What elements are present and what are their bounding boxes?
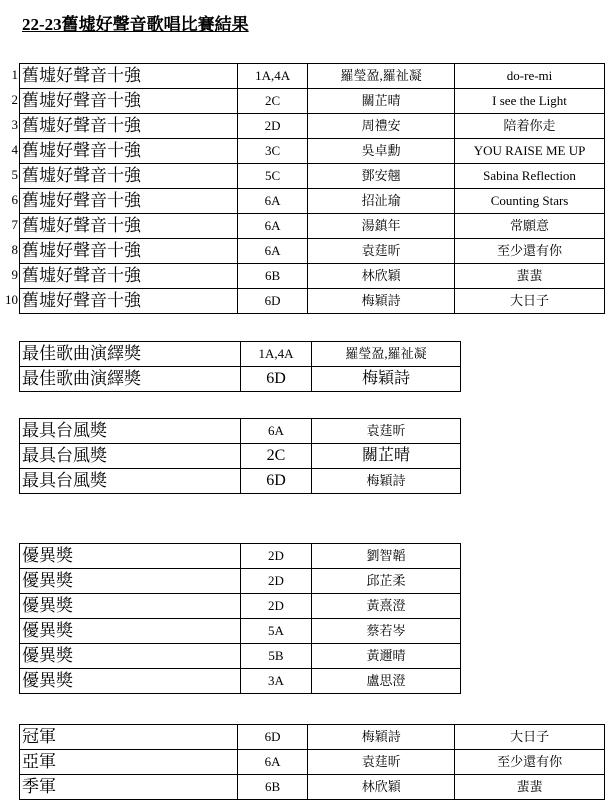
table-row [20, 594, 461, 619]
top-ten-table [19, 63, 605, 314]
table-row [20, 644, 461, 669]
name-cell: 鄧安翹 [308, 164, 455, 189]
winners-table [19, 724, 605, 800]
row-number: 7 [11, 217, 18, 232]
table-row [20, 750, 605, 775]
class-cell: 2D [241, 594, 312, 619]
table-row [20, 114, 605, 139]
name-cell: 袁莛昕 [308, 239, 455, 264]
class-cell: 1A,4A [238, 64, 308, 89]
class-cell: 2C [238, 89, 308, 114]
name-cell: 周禮安 [308, 114, 455, 139]
table-row [20, 64, 605, 89]
award-cell: 舊墟好聲音十強 [20, 114, 238, 139]
class-cell: 5A [241, 619, 312, 644]
song-cell: I see the Light [455, 89, 605, 114]
class-cell: 2D [241, 569, 312, 594]
name-cell: 關芷晴 [312, 444, 461, 469]
award-cell: 優異獎 [20, 544, 241, 569]
name-cell: 黃邇晴 [312, 644, 461, 669]
name-cell: 梅穎詩 [308, 725, 455, 750]
song-cell: 大日子 [455, 289, 605, 314]
name-cell: 招沚瑜 [308, 189, 455, 214]
class-cell: 6D [238, 289, 308, 314]
award-cell: 最具台風獎 [20, 469, 241, 494]
table-row [20, 544, 461, 569]
table-row [20, 189, 605, 214]
table-row [20, 139, 605, 164]
class-cell: 6D [238, 725, 308, 750]
song-cell: 陪着你走 [455, 114, 605, 139]
name-cell: 關芷晴 [308, 89, 455, 114]
name-cell: 盧思澄 [312, 669, 461, 694]
name-cell: 邱芷柔 [312, 569, 461, 594]
class-cell: 5C [238, 164, 308, 189]
table-row [20, 164, 605, 189]
award-cell: 最具台風獎 [20, 419, 241, 444]
table-row [20, 775, 605, 800]
table-row [20, 725, 605, 750]
song-cell: 蜚蜚 [455, 264, 605, 289]
table-row [20, 289, 605, 314]
class-cell: 2C [241, 444, 312, 469]
class-cell: 6D [241, 469, 312, 494]
award-cell: 優異獎 [20, 669, 241, 694]
class-cell: 6B [238, 264, 308, 289]
song-cell: 至少還有你 [455, 750, 605, 775]
name-cell: 林欣穎 [308, 264, 455, 289]
page-title: 22-23舊墟好聲音歌唱比賽結果 [22, 15, 249, 34]
row-number: 6 [11, 192, 18, 207]
award-cell: 舊墟好聲音十強 [20, 64, 238, 89]
best-interpretation-table [19, 341, 461, 392]
row-number: 10 [5, 292, 18, 307]
name-cell: 袁莛昕 [308, 750, 455, 775]
table-row [20, 89, 605, 114]
class-cell: 6A [238, 214, 308, 239]
name-cell: 黃熹澄 [312, 594, 461, 619]
award-cell: 最佳歌曲演繹獎 [20, 342, 241, 367]
class-cell: 6A [238, 239, 308, 264]
table-row [20, 569, 461, 594]
award-cell: 舊墟好聲音十強 [20, 289, 238, 314]
row-number: 9 [11, 267, 18, 282]
table-row [20, 669, 461, 694]
name-cell: 梅穎詩 [312, 367, 461, 392]
song-cell: 至少還有你 [455, 239, 605, 264]
class-cell: 3A [241, 669, 312, 694]
song-cell: 常願意 [455, 214, 605, 239]
class-cell: 6A [238, 189, 308, 214]
award-cell: 最佳歌曲演繹獎 [20, 367, 241, 392]
table-row [20, 342, 461, 367]
award-cell: 優異獎 [20, 619, 241, 644]
class-cell: 1A,4A [241, 342, 312, 367]
class-cell: 6D [241, 367, 312, 392]
song-cell: 蜚蜚 [455, 775, 605, 800]
name-cell: 羅瑩盈,羅祉凝 [308, 64, 455, 89]
name-cell: 湯鎮年 [308, 214, 455, 239]
class-cell: 3C [238, 139, 308, 164]
award-cell: 舊墟好聲音十強 [20, 139, 238, 164]
name-cell: 吳卓勳 [308, 139, 455, 164]
award-cell: 舊墟好聲音十強 [20, 239, 238, 264]
table-row [20, 367, 461, 392]
award-cell: 冠軍 [20, 725, 238, 750]
name-cell: 梅穎詩 [308, 289, 455, 314]
name-cell: 劉智韜 [312, 544, 461, 569]
song-cell: 大日子 [455, 725, 605, 750]
award-cell: 最具台風獎 [20, 444, 241, 469]
award-cell: 舊墟好聲音十強 [20, 164, 238, 189]
class-cell: 6B [238, 775, 308, 800]
row-number: 8 [11, 242, 18, 257]
name-cell: 蔡若岑 [312, 619, 461, 644]
name-cell: 梅穎詩 [312, 469, 461, 494]
table-row [20, 264, 605, 289]
award-cell: 季軍 [20, 775, 238, 800]
award-cell: 舊墟好聲音十強 [20, 264, 238, 289]
class-cell: 2D [241, 544, 312, 569]
name-cell: 林欣穎 [308, 775, 455, 800]
award-cell: 優異獎 [20, 644, 241, 669]
song-cell: Sabina Reflection [455, 164, 605, 189]
table-row [20, 469, 461, 494]
row-number: 3 [11, 117, 18, 132]
name-cell: 袁莛昕 [312, 419, 461, 444]
row-number: 5 [11, 167, 18, 182]
class-cell: 6A [241, 419, 312, 444]
class-cell: 6A [238, 750, 308, 775]
row-number: 4 [11, 142, 18, 157]
merit-table [19, 543, 461, 694]
award-cell: 亞軍 [20, 750, 238, 775]
award-cell: 舊墟好聲音十強 [20, 189, 238, 214]
row-number: 2 [11, 92, 18, 107]
award-cell: 舊墟好聲音十強 [20, 214, 238, 239]
table-row [20, 214, 605, 239]
row-number: 1 [11, 67, 18, 82]
table-row [20, 619, 461, 644]
class-cell: 5B [241, 644, 312, 669]
name-cell: 羅瑩盈,羅祉凝 [312, 342, 461, 367]
class-cell: 2D [238, 114, 308, 139]
award-cell: 優異獎 [20, 594, 241, 619]
table-row [20, 444, 461, 469]
song-cell: do-re-mi [455, 64, 605, 89]
song-cell: YOU RAISE ME UP [455, 139, 605, 164]
song-cell: Counting Stars [455, 189, 605, 214]
award-cell: 優異獎 [20, 569, 241, 594]
award-cell: 舊墟好聲音十強 [20, 89, 238, 114]
best-stage-table [19, 418, 461, 494]
table-row [20, 419, 461, 444]
table-row [20, 239, 605, 264]
